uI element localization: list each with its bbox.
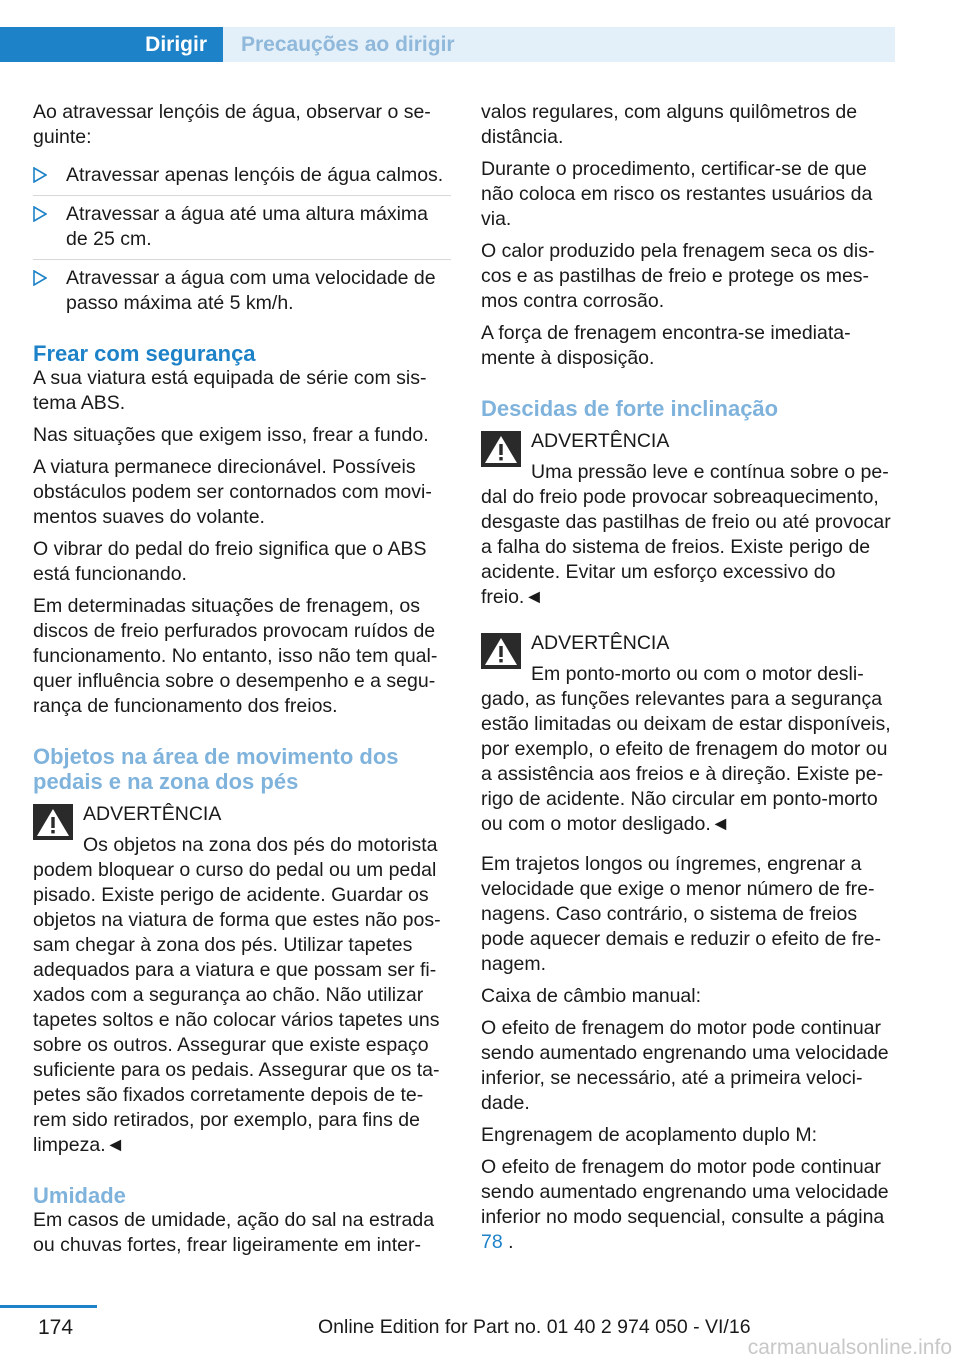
warning-icon	[481, 633, 521, 669]
paragraph: O vibrar do pedal do freio significa que o ABS está funcionando.	[33, 538, 427, 585]
heading-umidade: Umidade	[33, 1183, 126, 1208]
spacer	[481, 617, 899, 631]
warning-title: ADVERTÊNCIA	[531, 632, 670, 654]
warning-text: Os objetos na zona dos pés do motorista podem bloquear o curso do pedal ou um pedal pisado. Existe perigo de acidente. Guardar os objetos na viatura de forma que estes não pos-sam chegar à zona dos pés. Utilizar tapetes adequados para a viatura e que possam ser fi-xados com a segurança ao chão. Não utilizar tapetes soltos e não colocar vários tapetes uns sobre os outros. Assegurar que existe espaço suficiente para os pedais. Assegurar que os ta-petes são fixados corretamente depois de te-rem sido retirados, por exemplo, para fins de limpeza.◄	[33, 834, 441, 1156]
spacer	[481, 378, 899, 396]
list-item	[33, 157, 451, 196]
left-column	[33, 100, 451, 1265]
paragraph: A força de frenagem encontra-se imediata-mente à disposição.	[481, 322, 851, 369]
paragraph: A viatura permanece direcionável. Possíveis obstáculos podem ser contornados com movi-mentos suaves do volante.	[33, 456, 432, 528]
footer-accent-line	[0, 1305, 97, 1308]
paragraph: A sua viatura está equipada de série com sis-tema ABS.	[33, 367, 427, 414]
page-link[interactable]: 78	[481, 1231, 503, 1253]
paragraph: Em casos de umidade, ação do sal na estrada ou chuvas fortes, frear ligeiramente em inter-	[33, 1209, 435, 1256]
paragraph: Em trajetos longos ou íngremes, engrenar a velocidade que exige o menor número de fre-nagens. Caso contrário, o sistema de freios pode aquecer demais e reduzir o efeito de fre-nagem.	[481, 853, 881, 975]
watermark: carmanualsonline.info	[747, 1336, 952, 1359]
warning-block	[481, 631, 899, 837]
warning-icon	[481, 431, 521, 467]
page-number: 174	[38, 1316, 74, 1339]
paragraph: Caixa de câmbio manual:	[481, 985, 702, 1007]
paragraph: Nas situações que exigem isso, frear a fundo.	[33, 424, 429, 446]
warning-title: ADVERTÊNCIA	[531, 430, 670, 452]
triangle-bullet-icon	[33, 167, 47, 183]
tab-dirigir[interactable]	[0, 27, 223, 62]
list-item-text: Atravessar a água até uma altura máxima de 25 cm.	[66, 203, 429, 250]
warning-text: Uma pressão leve e contínua sobre o pe-dal do freio pode provocar sobreaquecimento, desgaste das pastilhas de freio ou até provocar a falha do sistema de freios. Existe perigo de acidente. Evitar um esforço excessivo do freio.◄	[481, 461, 891, 608]
heading-objetos-pedais: Objetos na área de movimento dos pedais e na zona dos pés	[33, 744, 399, 794]
warning-text: Em ponto-morto ou com o motor desli-gado, as funções relevantes para a segurança estão limitadas ou deixam de estar disponíveis, por exemplo, o efeito de frenagem do motor ou a assistência aos freios e à direção. Existe pe-rigo de acidente. Não circular em ponto-morto ou com o motor desligado.◄	[481, 663, 891, 835]
paragraph: Engrenagem de acoplamento duplo M:	[481, 1124, 818, 1146]
spacer	[481, 844, 899, 852]
tab-precaucoes[interactable]	[223, 27, 895, 62]
edition-label: Online Edition for Part no. 01 40 2 974 050 - VI/16	[318, 1316, 751, 1338]
list-item-text: Atravessar a água com uma velocidade de passo máxima até 5 km/h.	[66, 267, 436, 314]
paragraph-with-page-link	[481, 1155, 899, 1255]
spacer	[33, 323, 451, 341]
warning-block	[33, 802, 451, 1158]
spacer	[33, 1165, 451, 1183]
triangle-bullet-icon	[33, 270, 47, 286]
paragraph: Durante o procedimento, certificar-se de que não coloca em risco os restantes usuários da via.	[481, 158, 873, 230]
paragraph: Em determinadas situações de frenagem, os discos de freio perfurados provocam ruídos de funcionamento. No entanto, isso não tem qual-quer influência sobre o desempenho e a segu-rança de funcionamento dos freios.	[33, 595, 438, 717]
tab-precaucoes-label: Precauções ao dirigir	[241, 32, 455, 56]
tab-dirigir-label: Dirigir	[145, 32, 207, 56]
heading-frear-com-seguranca: Frear com segurança	[33, 341, 256, 366]
list-item-text: Atravessar apenas lençóis de água calmos.	[66, 164, 444, 186]
right-column	[481, 100, 899, 1262]
paragraph: O efeito de frenagem do motor pode continuar sendo aumentado engrenando uma velocidade inferior, se necessário, até a primeira veloci-dade.	[481, 1017, 889, 1114]
list-item	[33, 260, 451, 323]
page-header	[0, 0, 960, 62]
spacer	[33, 726, 451, 744]
warning-icon	[33, 804, 73, 840]
paragraph: valos regulares, com alguns quilômetros de distância.	[481, 101, 858, 148]
paragraph: O calor produzido pela frenagem seca os dis-cos e as pastilhas de freio e protege os mes-mos contra corrosão.	[481, 240, 875, 312]
list-item	[33, 196, 451, 260]
intro-paragraph: Ao atravessar lençóis de água, observar o se-guinte:	[33, 101, 431, 148]
warning-title: ADVERTÊNCIA	[83, 803, 222, 825]
heading-descidas: Descidas de forte inclinação	[481, 396, 779, 421]
triangle-bullet-icon	[33, 206, 47, 222]
paragraph-end: .	[502, 1231, 514, 1253]
bullet-list	[33, 157, 451, 323]
paragraph-text: O efeito de frenagem do motor pode continuar sendo aumentado engrenando uma velocidade inferior no modo sequencial, consulte a página	[481, 1156, 889, 1228]
warning-block	[481, 429, 899, 610]
